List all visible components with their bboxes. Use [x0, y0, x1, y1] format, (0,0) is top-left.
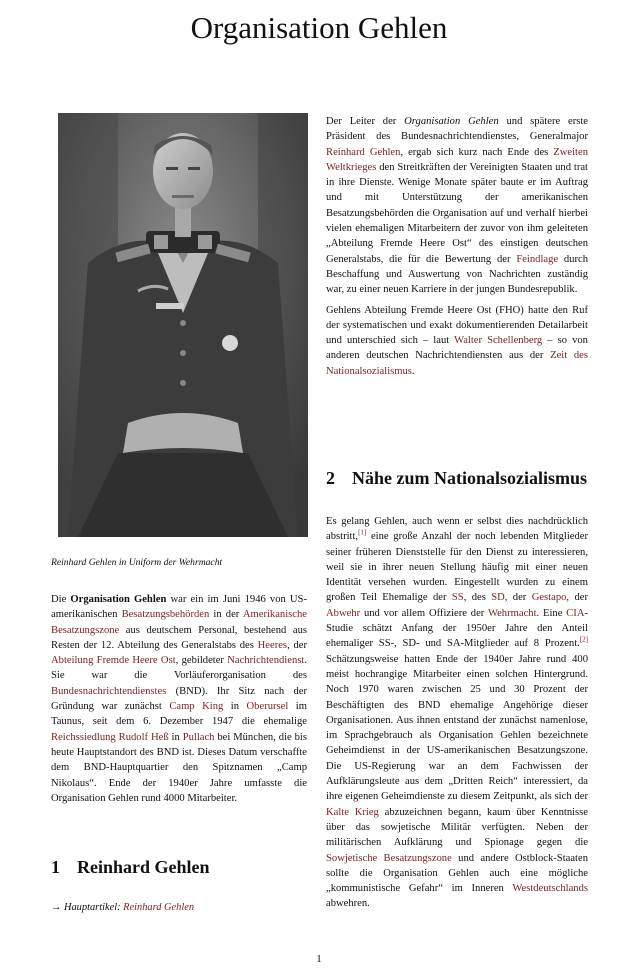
text-run: in — [223, 701, 247, 713]
inline-link[interactable]: Oberursel — [246, 701, 289, 713]
text-run: , des — [463, 592, 492, 604]
main-article-reference — [51, 901, 307, 915]
section-number: 1 — [51, 857, 60, 877]
section-heading-2 — [326, 466, 587, 490]
inline-link[interactable]: Feindlage — [516, 253, 559, 265]
portrait-photo — [58, 113, 308, 537]
text-run: im Taunus, seit dem 6. Dezember 1947 die ehemalige — [51, 701, 307, 728]
text-run: Der Leiter der — [326, 116, 405, 127]
inline-link[interactable]: Walter Schellenberg — [454, 335, 543, 347]
text-run: Schätzungsweise hatten Ende der 1940er Jahre rund 400 meist hochrangige Mitarbeiter einen solchen Hintergrund. Noch 1970 waren zwischen 25 und 30 Prozent der Beschäftigten des BND ehemalige Angehörige dieser Organisationen. Aus ihnen entstand der zunächst namenlose, im Sprachgebrauch als Organisation Gehlen bezeichnete Geheimdienst in der US-amerikanischen Besatzungszone. Die US-Regierung war an dem Fachwissen der Aufklärungsleute aus dem „Dritten Reich“ interessiert, da ihre eigenen Geheimdienste zu diesem Zeitpunkt, als sich der — [326, 653, 588, 803]
inline-link[interactable]: Camp King — [169, 701, 224, 713]
section-number: 2 — [326, 468, 335, 488]
text-run: Die — [51, 594, 71, 605]
paragraph-fho — [326, 303, 588, 379]
text-run: , der — [287, 639, 307, 651]
text-run: in — [168, 731, 183, 743]
inline-link[interactable]: Kalte Krieg — [326, 806, 379, 818]
section-title: Nähe zum Nationalsozialismus — [352, 468, 588, 488]
footnote-ref[interactable]: [2] — [579, 635, 588, 644]
inline-link[interactable]: Bundesnachrichtendienstes — [51, 685, 167, 697]
inline-link[interactable]: Pullach — [182, 731, 215, 743]
text-run: . Eine — [536, 607, 567, 619]
text-run: abwehren. — [326, 898, 370, 910]
text-run: und spätere erste Präsident des Bundesnachrichtendienstes, Generalmajor — [326, 116, 588, 143]
section-heading-1 — [51, 855, 210, 879]
inline-link[interactable]: Amerikanische Besatzungszone — [51, 609, 307, 636]
text-run: , der — [504, 592, 532, 604]
text-run: und andere Ostblock-Staaten sollte die Organisation Gehlen auch eine mögliche „kommunistische Gefahr“ im Inneren — [326, 852, 588, 895]
figure-caption: Reinhard Gehlen in Uniform der Wehrmacht — [51, 557, 223, 568]
inline-link[interactable]: CIA — [566, 607, 585, 619]
inline-link[interactable]: Reinhard Gehlen — [326, 146, 401, 158]
section-title: Reinhard Gehlen — [77, 857, 210, 877]
inline-link[interactable]: Westdeutschlands — [512, 883, 588, 895]
inline-link[interactable]: Abwehr — [326, 607, 361, 619]
footnote-ref[interactable]: [1] — [358, 528, 367, 537]
inline-link[interactable]: Wehrmacht — [487, 607, 537, 619]
text-run: , gebildeter — [175, 655, 228, 667]
page-number: 1 — [316, 953, 322, 965]
intro-paragraph-block — [51, 592, 307, 806]
right-column-top — [326, 114, 588, 379]
inline-link[interactable]: Reichssiedlung Rudolf Heß — [51, 731, 169, 743]
paragraph-leader — [326, 114, 588, 298]
text-run: , ergab sich kurz nach Ende des — [400, 146, 554, 158]
inline-link[interactable]: Sowjetische Besatzungszone — [326, 852, 452, 864]
text-run: . Sie war die Vorläuferorganisation des — [51, 655, 307, 682]
intro-paragraph — [51, 592, 307, 806]
paragraph-nationalsozialismus — [326, 514, 588, 912]
text-run: bei München, die bis heute Hauptstandort des BND ist. Dieses Datum verschaffte dem BND-Hauptquartier den Spitznamen „Camp Nikolaus“. Ende der 1940er Jahre umfasste die Organisation Gehlen rund 4000 Mitarbeiter. — [51, 731, 307, 804]
text-run: war ein im Juni 1946 von US-amerikanischen — [51, 594, 307, 621]
text-run: (BND). Ihr Sitz nach der Gründung war zunächst — [51, 685, 307, 713]
right-column-bottom — [326, 514, 588, 912]
inline-link[interactable]: Abteilung Fremde Heere Ost — [51, 655, 176, 667]
text-run: eine große Anzahl der noch lebenden Mitglieder seiner früheren Dienststelle für den Dienst zu interessieren, weil sie in ihrer neuen Stellung häufig mit einer neuen Identität versehen wurden. Eingestellt wurden zu einem großen Teil Ehemalige der — [326, 531, 588, 604]
text-run: -Studie schätzt Anfang der 1950er Jahre den Anteil ehemaliger SS-, SD- und SA-Mitglieder auf 8 Prozent. — [326, 607, 588, 650]
inline-link[interactable]: SS — [451, 592, 464, 604]
page-title: Organisation Gehlen — [190, 10, 448, 45]
main-article-link[interactable]: Reinhard Gehlen — [123, 902, 195, 913]
inline-link[interactable]: Gestapo — [531, 592, 567, 604]
text-run: durch Beschaffung und Auswertung von Nachrichten zuständig war, zu einer neuen Karriere in der jungen Bundesrepublik. — [326, 253, 588, 296]
italic-term: Organisation Gehlen — [404, 116, 499, 127]
text-run: Gehlens Abteilung Fremde Heere Ost (FHO) hatte den Ruf der systematischen und exakt dokumentierenden Detailarbeit und unterschied sich – laut — [326, 304, 588, 347]
text-run: – so von anderen deutschen Nachrichtendiensten aus der — [326, 335, 588, 362]
inline-link[interactable]: Besatzungsbehörden — [121, 609, 210, 621]
inline-link[interactable]: Zeit des Nationalsozialismus — [326, 350, 588, 377]
text-run: abzuzeichnen begann, kaum über Kenntnisse über das sowjetische Militär verfügten. Neben der militärischen Aufklärung und Spionage gegen die — [326, 806, 589, 849]
text-run: den Streitkräften der Vereinigten Staaten und trat in ihre Dienste. Wenige Monate später baute er im Auftrag und mit Unterstützung der amerikanischen Besatzungsbehörden die Organisation auf und verhalf hierbei vielen ehemaligen Mitarbeitern der zuvor von ihm geleiteten „Abteilung Fremde Heere Ost“ des einstigen deutschen Generalstabs, die für die Bewertung der — [326, 161, 588, 265]
text-run: . — [411, 365, 415, 377]
text-run: in der — [209, 609, 243, 621]
text-run: , der — [566, 592, 588, 604]
inline-link[interactable]: SD — [491, 592, 505, 604]
inline-link[interactable]: Zweiten Weltkrieges — [326, 146, 588, 173]
text-run: Es gelang Gehlen, auch wenn er selbst dies nachdrücklich abstritt, — [326, 516, 588, 543]
bold-term: Organisation Gehlen — [70, 594, 167, 605]
text-run: und vor allem Offiziere der — [360, 607, 488, 619]
main-article-prefix: → Hauptartikel: — [51, 902, 124, 913]
text-run: aus deutschem Personal, bestehend aus Resten der 12. Abteilung des Generalstabs des — [51, 624, 307, 651]
inline-link[interactable]: Nachrichtendienst — [227, 655, 305, 667]
inline-link[interactable]: Heeres — [257, 639, 288, 651]
